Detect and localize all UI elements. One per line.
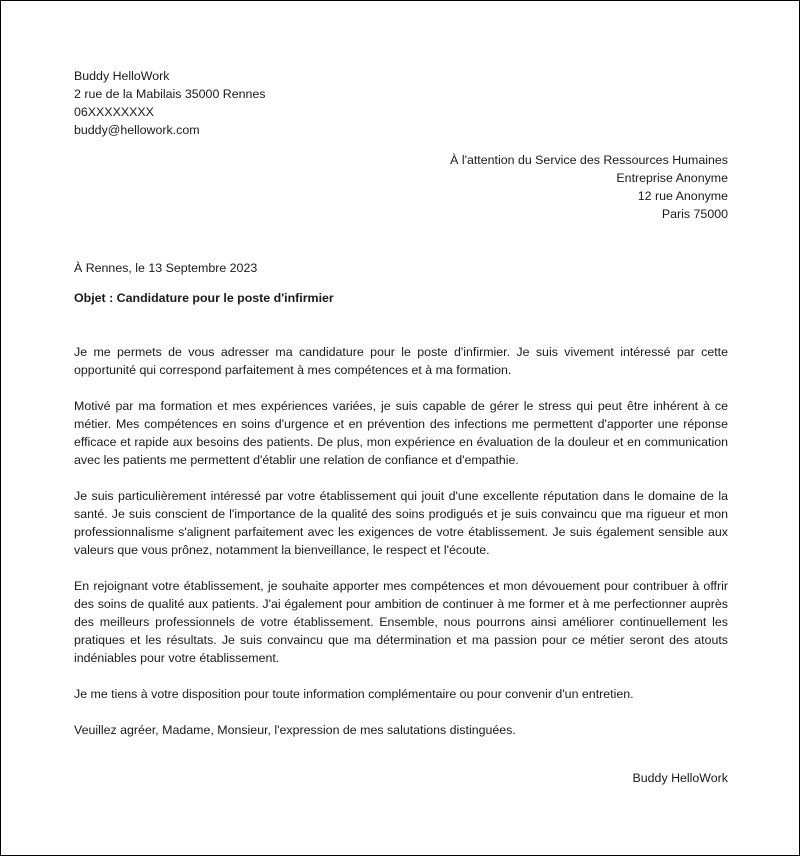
recipient-block xyxy=(74,151,728,223)
letter-body xyxy=(74,343,728,739)
recipient-company: Entreprise Anonyme xyxy=(616,171,728,185)
paragraph: Je me tiens à votre disposition pour toute information complémentaire ou pour convenir d'un entretien. xyxy=(74,687,634,701)
paragraph: Je me permets de vous adresser ma candidature pour le poste d'infirmier. Je suis vivement intéressé par cette opportunité qui correspond parfaitement à mes compétences et à ma formation. xyxy=(74,345,728,377)
signature: Buddy HelloWork xyxy=(632,771,728,785)
date-line: À Rennes, le 13 Septembre 2023 xyxy=(74,261,258,275)
recipient-attention: À l'attention du Service des Ressources Humaines xyxy=(450,153,728,167)
closing-paragraph: Veuillez agréer, Madame, Monsieur, l'expression de mes salutations distinguées. xyxy=(74,723,516,737)
letter-content xyxy=(74,67,728,787)
sender-email: buddy@hellowork.com xyxy=(74,123,200,137)
sender-name: Buddy HelloWork xyxy=(74,69,170,83)
recipient-street: 12 rue Anonyme xyxy=(637,189,728,203)
paragraph: En rejoignant votre établissement, je souhaite apporter mes compétences et mon dévouement pour contribuer à offrir des soins de qualité aux patients. J'ai également pour ambition de continuer à me former et à me perfectionner auprès des meilleurs professionnels de votre établissement. Ensemble, nous pourrons ainsi améliorer continuellement les pratiques et les résultats. Je suis convaincu que ma détermination et ma passion pour ce métier seront des atouts indéniables pour votre établissement. xyxy=(74,579,728,665)
sender-phone: 06XXXXXXXX xyxy=(74,105,154,119)
recipient-city: Paris 75000 xyxy=(661,207,728,221)
paragraph: Motivé par ma formation et mes expériences variées, je suis capable de gérer le stress qui peut être inhérent à ce métier. Mes compétences en soins d'urgence et en prévention des infections me permettent d'apporter une réponse efficace et rapide aux besoins des patients. De plus, mon expérience en évaluation de la douleur et en communication avec les patients me permettent d'établir une relation de confiance et d'empathie. xyxy=(74,399,728,467)
sender-address: 2 rue de la Mabilais 35000 Rennes xyxy=(74,87,266,101)
paragraph: Je suis particulièrement intéressé par votre établissement qui jouit d'une excellente réputation dans le domaine de la santé. Je suis conscient de l'importance de la qualité des soins prodigués et je suis convaincu que ma rigueur et mon professionnalisme s'alignent parfaitement avec les exigences de votre établissement. Je suis également sensible aux valeurs que vous prônez, notamment la bienveillance, le respect et l'écoute. xyxy=(74,489,728,557)
sender-block xyxy=(74,67,728,139)
subject-line: Objet : Candidature pour le poste d'infirmier xyxy=(74,291,334,305)
